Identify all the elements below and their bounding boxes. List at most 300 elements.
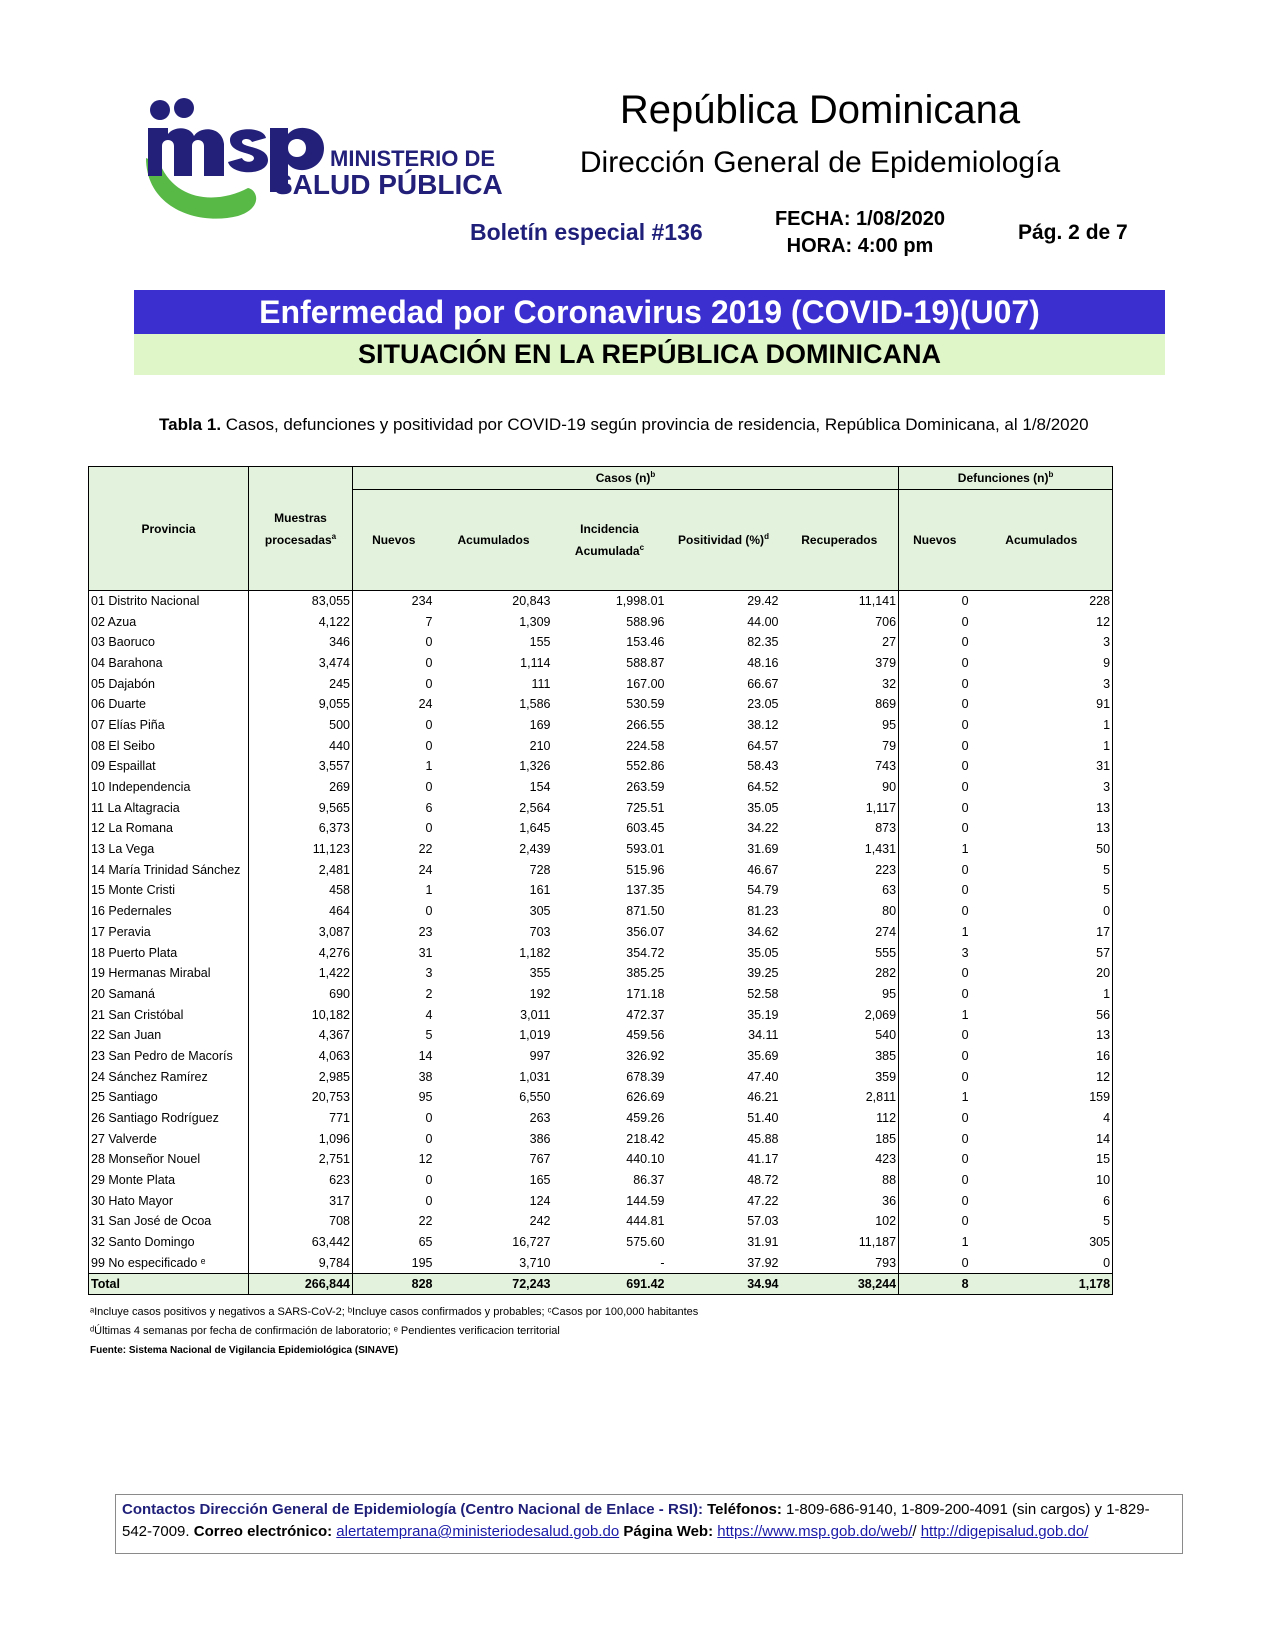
table-cell: 5 xyxy=(971,1211,1113,1232)
footnotes xyxy=(90,1303,698,1360)
table-cell: 20,843 xyxy=(512,594,551,609)
table-cell: 1 xyxy=(961,842,969,857)
province-name: 07 Elías Piña xyxy=(89,715,249,736)
header-new-cases: Nuevos xyxy=(353,490,435,591)
table-cell: 458 xyxy=(249,880,353,901)
province-name: 15 Monte Cristi xyxy=(89,880,249,901)
table-row xyxy=(89,901,1113,922)
table-cell: 2,564 xyxy=(519,800,551,815)
table-cell: 1,998.01 xyxy=(615,594,665,609)
table-cell: 38,244 xyxy=(781,1273,899,1294)
table-cell: 20 xyxy=(971,963,1113,984)
table-cell: 32 xyxy=(781,673,899,694)
table-row xyxy=(89,777,1113,798)
table-cell: 195 xyxy=(411,1255,433,1270)
table-cell: 52.58 xyxy=(747,986,779,1001)
table-cell: 708 xyxy=(249,1211,353,1232)
date-time-block xyxy=(760,206,960,260)
table-cell: 46.21 xyxy=(747,1090,779,1105)
table-cell: 5 xyxy=(425,1028,433,1043)
table-cell: 305 xyxy=(529,904,551,919)
table-cell: 95 xyxy=(418,1090,433,1105)
table-cell: 155 xyxy=(529,635,551,650)
province-name: 17 Peravia xyxy=(89,922,249,943)
table-row xyxy=(89,673,1113,694)
table-cell: 23 xyxy=(418,924,433,939)
table-cell: 828 xyxy=(353,1273,435,1294)
province-name: 30 Hato Mayor xyxy=(89,1190,249,1211)
table-cell: 35.19 xyxy=(747,1007,779,1022)
table-cell: 703 xyxy=(529,924,551,939)
table-cell: 57.03 xyxy=(747,1214,779,1229)
table-cell: 35.69 xyxy=(747,1048,779,1063)
table-cell: 346 xyxy=(249,632,353,653)
msp-logo-icon xyxy=(138,98,503,226)
table-cell: 34.62 xyxy=(747,924,779,939)
table-cell: 46.67 xyxy=(747,862,779,877)
province-name: 04 Barahona xyxy=(89,653,249,674)
directorate-title: Dirección General de Epidemiología xyxy=(579,146,1061,179)
table-cell: 17 xyxy=(971,922,1113,943)
table-row xyxy=(89,1025,1113,1046)
table-cell: 12 xyxy=(418,1152,433,1167)
table-cell: 6 xyxy=(971,1190,1113,1211)
table-cell: 83,055 xyxy=(249,591,353,612)
table-cell: 0 xyxy=(961,655,969,670)
table-row xyxy=(89,942,1113,963)
table-cell: 23.05 xyxy=(747,697,779,712)
table-cell: 31 xyxy=(418,945,433,960)
province-name: 27 Valverde xyxy=(89,1128,249,1149)
table-cell: 3 xyxy=(971,673,1113,694)
table-cell: 223 xyxy=(781,859,899,880)
header-cumulative-cases: Acumulados xyxy=(435,490,553,591)
province-name: 28 Monseñor Nouel xyxy=(89,1149,249,1170)
table-cell: 4,276 xyxy=(249,942,353,963)
date-label: FECHA: 1/08/2020 xyxy=(774,208,946,230)
table-cell: 0 xyxy=(961,1028,969,1043)
table-cell: 10,182 xyxy=(249,1004,353,1025)
header-samples: Muestras procesadas$^a$ xyxy=(249,467,353,591)
table-cell: 82.35 xyxy=(747,635,779,650)
table-row xyxy=(89,1149,1113,1170)
table-cell: 9,784 xyxy=(249,1253,353,1274)
province-name: 11 La Altagracia xyxy=(89,797,249,818)
table-row xyxy=(89,922,1113,943)
table-row xyxy=(89,694,1113,715)
table-cell: 56 xyxy=(971,1004,1113,1025)
table-cell: 13 xyxy=(971,797,1113,818)
table-cell: 0 xyxy=(961,738,969,753)
province-name: 31 San José de Ocoa xyxy=(89,1211,249,1232)
table-cell: 1,114 xyxy=(520,655,551,670)
table-cell: 13 xyxy=(971,1025,1113,1046)
msp-logo xyxy=(138,98,503,226)
banner-title: Enfermedad por Coronavirus 2019 (COVID-19)(U07) xyxy=(134,290,1165,334)
table-cell: 626.69 xyxy=(626,1090,665,1105)
province-name: 18 Puerto Plata xyxy=(89,942,249,963)
table-cell: 27 xyxy=(781,632,899,653)
table-cell: 1,431 xyxy=(781,839,899,860)
table-cell: 3 xyxy=(971,777,1113,798)
table-cell: 263 xyxy=(529,1111,551,1126)
phones: 1-809-686-9140, 1-809-200-4091 (sin cargos) y 1-829-542-7009. xyxy=(122,1501,1150,1540)
table-cell: 37.92 xyxy=(747,1255,779,1270)
table-cell: 0 xyxy=(961,1069,969,1084)
table-cell: 385.25 xyxy=(626,966,665,981)
province-name: 08 El Seibo xyxy=(89,735,249,756)
table-cell: 161 xyxy=(529,883,551,898)
table-cell: 0 xyxy=(961,676,969,691)
table-cell: 0 xyxy=(971,901,1113,922)
phones-label: Teléfonos: xyxy=(707,1501,782,1518)
province-name: 14 María Trinidad Sánchez xyxy=(89,859,249,880)
table-cell: 0 xyxy=(425,676,433,691)
province-name: 24 Sánchez Ramírez xyxy=(89,1066,249,1087)
table-cell: 29.42 xyxy=(747,594,779,609)
table-row xyxy=(89,1128,1113,1149)
header-province: Provincia xyxy=(89,467,249,591)
total-label: Total xyxy=(89,1273,249,1294)
table-cell: 326.92 xyxy=(626,1048,665,1063)
table-cell: 3 xyxy=(961,945,969,960)
table-cell: 9,565 xyxy=(249,797,353,818)
table-cell: 459.56 xyxy=(626,1028,665,1043)
header-recovered: Recuperados xyxy=(781,490,899,591)
province-name: 05 Dajabón xyxy=(89,673,249,694)
table-cell: 35.05 xyxy=(747,800,779,815)
table-cell: 464 xyxy=(249,901,353,922)
table-row xyxy=(89,756,1113,777)
province-name: 02 Azua xyxy=(89,611,249,632)
table-cell: 0 xyxy=(961,594,969,609)
table-cell: 15 xyxy=(971,1149,1113,1170)
table-cell: 0 xyxy=(961,1173,969,1188)
table-cell: 154 xyxy=(529,780,551,795)
web-separator: / xyxy=(912,1523,917,1540)
table-cell: 0 xyxy=(425,717,433,732)
header-deaths-cumulative: Acumulados xyxy=(971,490,1113,591)
contact-box xyxy=(115,1494,1183,1554)
header-incidence: Incidencia Acumulada$^c$ xyxy=(553,490,667,591)
table-cell: 9 xyxy=(971,653,1113,674)
table-cell: 16,727 xyxy=(512,1235,551,1250)
table-cell: 266.55 xyxy=(626,717,665,732)
table-cell: 0 xyxy=(425,738,433,753)
table-cell: 245 xyxy=(249,673,353,694)
table-cell: 269 xyxy=(249,777,353,798)
web-label: Página Web: xyxy=(623,1523,714,1540)
table-cell: 10 xyxy=(971,1170,1113,1191)
country-title: República Dominicana xyxy=(619,88,1021,132)
table-cell: 144.59 xyxy=(626,1193,665,1208)
table-cell: 0 xyxy=(425,780,433,795)
footnote-line-1: ᵃIncluye casos positivos y negativos a SARS-CoV-2; ᵇIncluye casos confirmados y probables; ᶜCasos por 100,000 habitantes xyxy=(90,1306,699,1318)
table-cell: 57 xyxy=(971,942,1113,963)
table-cell: 1 xyxy=(971,715,1113,736)
table-caption xyxy=(159,413,1139,436)
province-name: 32 Santo Domingo xyxy=(89,1232,249,1253)
table-cell: 192 xyxy=(529,986,551,1001)
table-cell: 623 xyxy=(249,1170,353,1191)
table-cell: 185 xyxy=(781,1128,899,1149)
table-cell: 555 xyxy=(781,942,899,963)
table-cell: 7 xyxy=(425,614,433,629)
header-group-cases: Casos $(n)^b$ xyxy=(353,467,899,490)
table-cell: 5 xyxy=(971,880,1113,901)
table-cell: 86.37 xyxy=(633,1173,665,1188)
province-name: 23 San Pedro de Macorís xyxy=(89,1046,249,1067)
table-cell: 12 xyxy=(971,1066,1113,1087)
table-row xyxy=(89,611,1113,632)
table-cell: 1,031 xyxy=(519,1069,551,1084)
table-cell: 6 xyxy=(425,800,433,815)
table-cell: 3,557 xyxy=(249,756,353,777)
table-cell: 38 xyxy=(418,1069,433,1084)
footnote-line-2: ᵈÚltimas 4 semanas por fecha de confirmación de laboratorio; ᵉ Pendientes verificacion territorial xyxy=(90,1325,560,1337)
table-cell: 165 xyxy=(529,1173,551,1188)
table-cell: 31.91 xyxy=(747,1235,779,1250)
table-cell: 95 xyxy=(781,715,899,736)
table-cell: 274 xyxy=(781,922,899,943)
table-cell: 869 xyxy=(781,694,899,715)
table-cell: 4,063 xyxy=(249,1046,353,1067)
table-cell: 1 xyxy=(971,735,1113,756)
email-link[interactable]: alertatemprana@ministeriodesalud.gob.do xyxy=(336,1523,620,1540)
table-cell: 153.46 xyxy=(626,635,665,650)
table-cell: 0 xyxy=(961,1048,969,1063)
table-row xyxy=(89,963,1113,984)
table-cell: 58.43 xyxy=(747,759,779,774)
table-cell: 0 xyxy=(961,1111,969,1126)
table-row xyxy=(89,1066,1113,1087)
table-cell: 50 xyxy=(971,839,1113,860)
table-cell: 0 xyxy=(425,1173,433,1188)
table-cell: 8 xyxy=(899,1273,971,1294)
table-cell: 169 xyxy=(529,717,551,732)
table-cell: 0 xyxy=(961,717,969,732)
table-cell: 137.35 xyxy=(626,883,665,898)
table-cell: 0 xyxy=(961,800,969,815)
table-row xyxy=(89,1108,1113,1129)
header-positivity: Positividad (%)$^d$ xyxy=(667,490,781,591)
table-cell: 81.23 xyxy=(747,904,779,919)
table-cell: 63 xyxy=(781,880,899,901)
table-cell: 13 xyxy=(971,818,1113,839)
table-cell: 14 xyxy=(971,1128,1113,1149)
table-cell: 38.12 xyxy=(747,717,779,732)
table-row xyxy=(89,984,1113,1005)
province-name: 01 Distrito Nacional xyxy=(89,591,249,612)
table-cell: 0 xyxy=(425,1111,433,1126)
province-name: 20 Samaná xyxy=(89,984,249,1005)
table-cell: 871.50 xyxy=(626,904,665,919)
province-name: 03 Baoruco xyxy=(89,632,249,653)
table-cell: 3,710 xyxy=(519,1255,551,1270)
table-cell: 1 xyxy=(961,924,969,939)
table-cell: 1,309 xyxy=(519,614,551,629)
table-cell: 500 xyxy=(249,715,353,736)
table-cell: 263.59 xyxy=(626,780,665,795)
province-name: 13 La Vega xyxy=(89,839,249,860)
table-cell: 14 xyxy=(418,1048,433,1063)
table-cell: 11,123 xyxy=(249,839,353,860)
table-cell: 728 xyxy=(529,862,551,877)
table-row xyxy=(89,1046,1113,1067)
table-body xyxy=(89,591,1113,1295)
table-cell: 79 xyxy=(781,735,899,756)
table-cell: 11,187 xyxy=(781,1232,899,1253)
table-cell: 0 xyxy=(961,1193,969,1208)
table-cell: 224.58 xyxy=(626,738,665,753)
table-cell: 2 xyxy=(425,986,433,1001)
table-cell: 3,011 xyxy=(520,1007,551,1022)
table-cell: 0 xyxy=(961,821,969,836)
table-row xyxy=(89,1211,1113,1232)
table-cell: 36 xyxy=(781,1190,899,1211)
table-cell: 385 xyxy=(781,1046,899,1067)
table-cell: 1 xyxy=(961,1090,969,1105)
table-cell: 0 xyxy=(961,635,969,650)
table-row xyxy=(89,1253,1113,1274)
province-name: 25 Santiago xyxy=(89,1087,249,1108)
table-cell: 65 xyxy=(418,1235,433,1250)
province-name: 26 Santiago Rodríguez xyxy=(89,1108,249,1129)
table-cell: 540 xyxy=(781,1025,899,1046)
table-cell: 63,442 xyxy=(249,1232,353,1253)
table-cell: 1,019 xyxy=(519,1028,551,1043)
table-row xyxy=(89,1170,1113,1191)
table-cell: 54.79 xyxy=(747,883,779,898)
table-cell: 1,182 xyxy=(519,945,551,960)
table-cell: 997 xyxy=(529,1048,551,1063)
table-cell: 2,985 xyxy=(249,1066,353,1087)
table-row xyxy=(89,880,1113,901)
table-cell: 90 xyxy=(781,777,899,798)
table-cell: 0 xyxy=(425,1193,433,1208)
table-cell: 1,096 xyxy=(249,1128,353,1149)
table-cell: 0 xyxy=(961,780,969,795)
table-cell: 22 xyxy=(418,842,433,857)
table-cell: 575.60 xyxy=(626,1235,665,1250)
province-name: 21 San Cristóbal xyxy=(89,1004,249,1025)
table-row xyxy=(89,735,1113,756)
table-cell: 234 xyxy=(411,594,433,609)
table-cell: 0 xyxy=(425,904,433,919)
table-cell: 444.81 xyxy=(626,1214,665,1229)
table-cell: 603.45 xyxy=(626,821,665,836)
table-cell: 72,243 xyxy=(435,1273,553,1294)
caption-label: Tabla 1. xyxy=(159,415,222,434)
table-cell: 0 xyxy=(425,635,433,650)
table-cell: 356.07 xyxy=(626,924,665,939)
table-row xyxy=(89,818,1113,839)
table-cell: 24 xyxy=(418,697,433,712)
table-cell: 725.51 xyxy=(626,800,665,815)
table-cell: 48.16 xyxy=(747,655,779,670)
table-cell: 1 xyxy=(971,984,1113,1005)
web-link-digepisalud[interactable]: http://digepisalud.gob.do/ xyxy=(920,1523,1089,1540)
table-cell: 359 xyxy=(781,1066,899,1087)
province-name: 22 San Juan xyxy=(89,1025,249,1046)
table-cell: 588.96 xyxy=(626,614,665,629)
province-name: 99 No especificado ᵉ xyxy=(89,1253,249,1274)
table-cell: 44.00 xyxy=(747,614,779,629)
table-cell: 24 xyxy=(418,862,433,877)
table-cell: 4,367 xyxy=(249,1025,353,1046)
table-cell: 767 xyxy=(529,1152,551,1167)
table-row xyxy=(89,797,1113,818)
web-link-msp[interactable]: https://www.msp.gob.do/web/ xyxy=(717,1523,913,1540)
table-cell: 1,326 xyxy=(519,759,551,774)
table-cell: 34.11 xyxy=(748,1028,779,1043)
total-row xyxy=(89,1273,1113,1294)
table-cell: 39.25 xyxy=(747,966,779,981)
table-cell: 379 xyxy=(781,653,899,674)
table-cell: 691.42 xyxy=(553,1273,667,1294)
table-cell: 873 xyxy=(781,818,899,839)
table-cell: 5 xyxy=(971,859,1113,880)
table-cell: 2,811 xyxy=(781,1087,899,1108)
table-cell: 124 xyxy=(529,1193,551,1208)
table-cell: 0 xyxy=(961,1255,969,1270)
table-cell: 515.96 xyxy=(626,862,665,877)
table-cell: 159 xyxy=(971,1087,1113,1108)
table-cell: 45.88 xyxy=(747,1131,779,1146)
table-cell: 0 xyxy=(961,614,969,629)
table-cell: 305 xyxy=(971,1232,1113,1253)
table-cell: 1 xyxy=(425,883,433,898)
table-cell: 743 xyxy=(781,756,899,777)
source-note: Fuente: Sistema Nacional de Vigilancia Epidemiológica (SINAVE) xyxy=(90,1345,399,1356)
table-row xyxy=(89,839,1113,860)
table-cell: 91 xyxy=(971,694,1113,715)
table-cell: 282 xyxy=(781,963,899,984)
table-cell: 12 xyxy=(971,611,1113,632)
contact-org: Contactos Dirección General de Epidemiología (Centro Nacional de Enlace - RSI): xyxy=(122,1501,703,1518)
table-cell: 2,751 xyxy=(249,1149,353,1170)
table-cell: 690 xyxy=(249,984,353,1005)
bulletin-number: Boletín especial #136 xyxy=(470,219,703,245)
province-name: 12 La Romana xyxy=(89,818,249,839)
table-cell: 0 xyxy=(971,1253,1113,1274)
svg-text:MINISTERIO DE: MINISTERIO DE xyxy=(330,146,496,171)
table-cell: 1,178 xyxy=(971,1273,1113,1294)
email-label: Correo electrónico: xyxy=(193,1523,333,1540)
table-cell: 2,439 xyxy=(519,842,551,857)
table-cell: 2,069 xyxy=(781,1004,899,1025)
table-cell: 0 xyxy=(961,1131,969,1146)
table-cell: 440 xyxy=(249,735,353,756)
table-cell: 242 xyxy=(529,1214,551,1229)
table-cell: 22 xyxy=(418,1214,433,1229)
table-cell: 20,753 xyxy=(249,1087,353,1108)
table-cell: 6,373 xyxy=(249,818,353,839)
table-cell: 0 xyxy=(425,655,433,670)
table-cell: 317 xyxy=(249,1190,353,1211)
header-deaths-new: Nuevos xyxy=(899,490,971,591)
table-row xyxy=(89,591,1113,612)
province-name: 16 Pedernales xyxy=(89,901,249,922)
table-cell: 771 xyxy=(249,1108,353,1129)
table-cell: 354.72 xyxy=(626,945,665,960)
table-row xyxy=(89,653,1113,674)
table-cell: 0 xyxy=(425,821,433,836)
table-cell: 530.59 xyxy=(626,697,665,712)
table-cell: 88 xyxy=(781,1170,899,1191)
table-cell: 1,117 xyxy=(781,797,899,818)
table-cell: 11,141 xyxy=(781,591,899,612)
